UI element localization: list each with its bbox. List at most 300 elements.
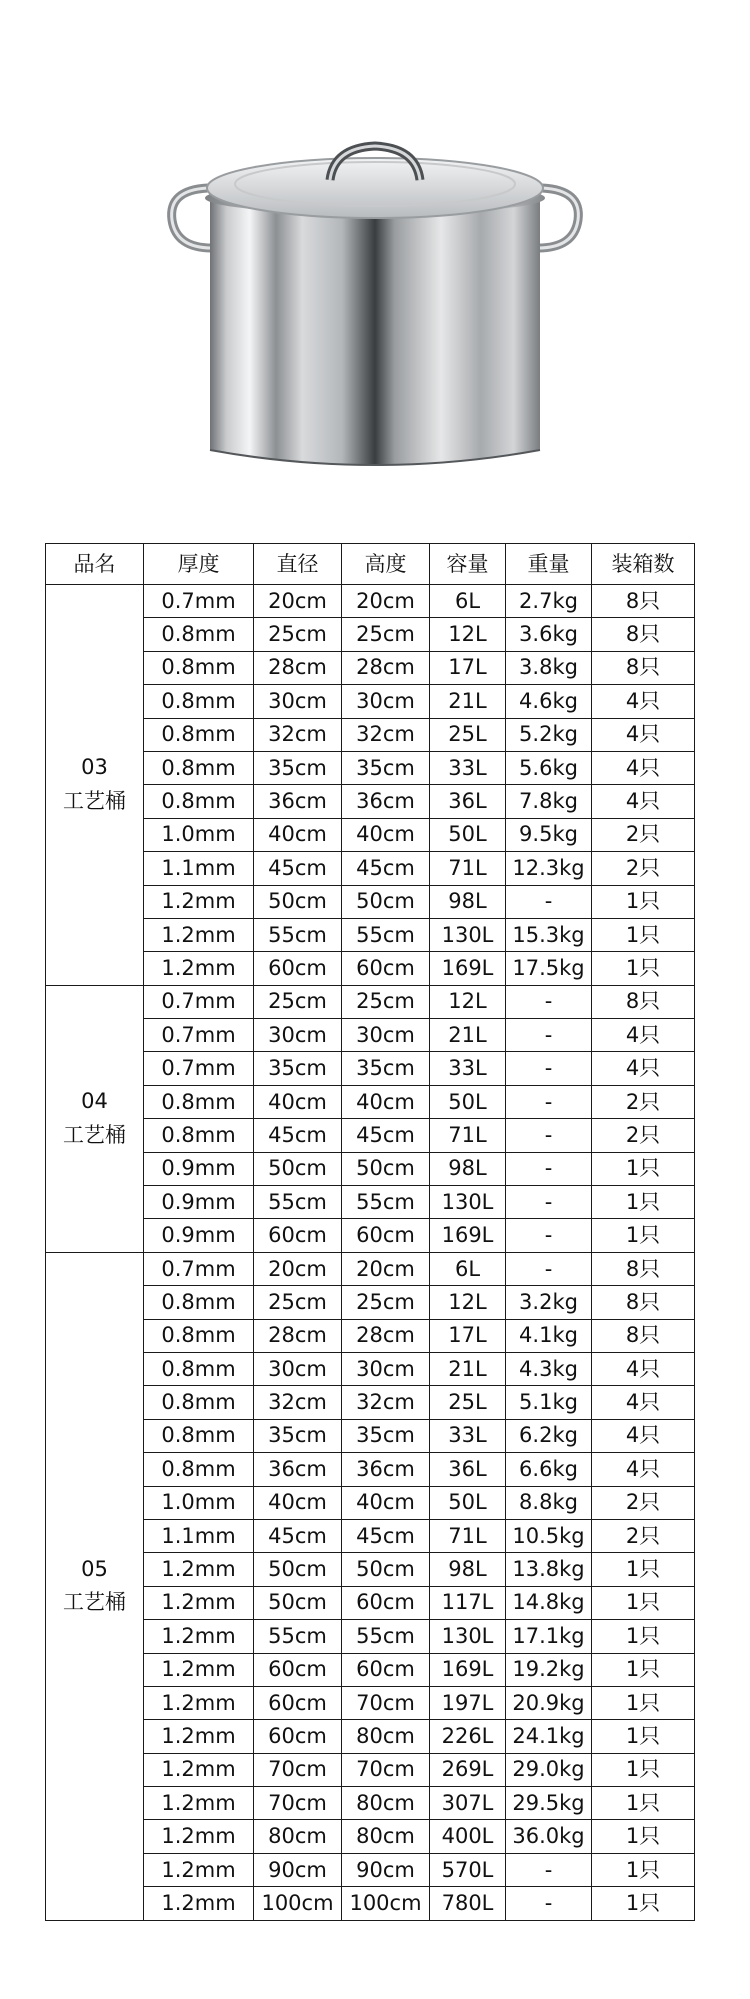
cell-capacity: 169L — [430, 1653, 506, 1686]
cell-capacity: 33L — [430, 1052, 506, 1085]
cell-diameter: 36cm — [254, 785, 342, 818]
cell-thickness: 0.8mm — [144, 1419, 254, 1452]
cell-thickness: 1.2mm — [144, 1653, 254, 1686]
cell-height: 80cm — [342, 1820, 430, 1853]
cell-height: 35cm — [342, 1419, 430, 1452]
cell-diameter: 60cm — [254, 1686, 342, 1719]
cell-diameter: 55cm — [254, 1620, 342, 1653]
cell-carton-qty: 4只 — [592, 785, 695, 818]
cell-diameter: 45cm — [254, 1119, 342, 1152]
cell-carton-qty: 4只 — [592, 1453, 695, 1486]
cell-diameter: 90cm — [254, 1853, 342, 1886]
header-height: 高度 — [342, 544, 430, 585]
cell-weight: 8.8kg — [506, 1486, 592, 1519]
table-row — [46, 1119, 695, 1152]
cell-height: 45cm — [342, 1119, 430, 1152]
cell-capacity: 71L — [430, 852, 506, 885]
table-row — [46, 1186, 695, 1219]
table-row — [46, 1252, 695, 1285]
cell-height: 45cm — [342, 852, 430, 885]
cell-weight: 7.8kg — [506, 785, 592, 818]
cell-thickness: 1.0mm — [144, 818, 254, 851]
table-row — [46, 785, 695, 818]
cell-capacity: 169L — [430, 1219, 506, 1252]
cell-capacity: 17L — [430, 651, 506, 684]
table-row — [46, 1019, 695, 1052]
header-name: 品名 — [46, 544, 144, 585]
cell-carton-qty: 1只 — [592, 1653, 695, 1686]
cell-capacity: 130L — [430, 1186, 506, 1219]
cell-carton-qty: 4只 — [592, 1019, 695, 1052]
cell-thickness: 0.7mm — [144, 585, 254, 618]
cell-height: 25cm — [342, 985, 430, 1018]
table-row — [46, 1352, 695, 1385]
cell-diameter: 20cm — [254, 585, 342, 618]
cell-height: 35cm — [342, 1052, 430, 1085]
cell-carton-qty: 4只 — [592, 1352, 695, 1385]
cell-diameter: 40cm — [254, 1085, 342, 1118]
cell-carton-qty: 8只 — [592, 1286, 695, 1319]
table-row — [46, 1486, 695, 1519]
cell-carton-qty: 1只 — [592, 1219, 695, 1252]
table-row — [46, 585, 695, 618]
cell-capacity: 33L — [430, 1419, 506, 1452]
table-row — [46, 1085, 695, 1118]
cell-capacity: 169L — [430, 952, 506, 985]
cell-thickness: 1.2mm — [144, 1853, 254, 1886]
cell-thickness: 1.2mm — [144, 1787, 254, 1820]
cell-weight: 4.1kg — [506, 1319, 592, 1352]
cell-weight: 9.5kg — [506, 818, 592, 851]
cell-capacity: 21L — [430, 1019, 506, 1052]
cell-thickness: 0.9mm — [144, 1152, 254, 1185]
cell-thickness: 0.8mm — [144, 1286, 254, 1319]
cell-height: 45cm — [342, 1519, 430, 1552]
table-row — [46, 818, 695, 851]
cell-carton-qty: 1只 — [592, 1753, 695, 1786]
cell-thickness: 0.8mm — [144, 618, 254, 651]
product-code: 04 — [81, 1089, 108, 1114]
cell-diameter: 28cm — [254, 1319, 342, 1352]
cell-capacity: 6L — [430, 585, 506, 618]
cell-thickness: 0.8mm — [144, 651, 254, 684]
cell-carton-qty: 1只 — [592, 1720, 695, 1753]
cell-carton-qty: 1只 — [592, 1853, 695, 1886]
cell-thickness: 1.2mm — [144, 1553, 254, 1586]
cell-weight: 10.5kg — [506, 1519, 592, 1552]
table-row — [46, 1586, 695, 1619]
cell-thickness: 1.2mm — [144, 952, 254, 985]
table-row — [46, 1753, 695, 1786]
cell-thickness: 1.2mm — [144, 1887, 254, 1920]
cell-weight: - — [506, 1152, 592, 1185]
cell-carton-qty: 2只 — [592, 1519, 695, 1552]
cell-weight: - — [506, 885, 592, 918]
cell-carton-qty: 1只 — [592, 1152, 695, 1185]
cell-height: 25cm — [342, 1286, 430, 1319]
cell-diameter: 28cm — [254, 651, 342, 684]
cell-thickness: 0.8mm — [144, 1319, 254, 1352]
product-group-cell — [46, 1252, 144, 1920]
table-header-row — [46, 544, 695, 585]
cell-carton-qty: 8只 — [592, 651, 695, 684]
cell-capacity: 50L — [430, 818, 506, 851]
table-row — [46, 1653, 695, 1686]
cell-height: 70cm — [342, 1753, 430, 1786]
table-row — [46, 651, 695, 684]
product-name: 工艺桶 — [63, 1590, 126, 1615]
cell-carton-qty: 8只 — [592, 1319, 695, 1352]
cell-diameter: 35cm — [254, 751, 342, 784]
header-capacity: 容量 — [430, 544, 506, 585]
cell-height: 40cm — [342, 1486, 430, 1519]
cell-thickness: 0.8mm — [144, 718, 254, 751]
table-row — [46, 685, 695, 718]
product-code: 05 — [81, 1556, 108, 1581]
cell-weight: 24.1kg — [506, 1720, 592, 1753]
cell-diameter: 55cm — [254, 1186, 342, 1219]
cell-diameter: 35cm — [254, 1419, 342, 1452]
table-row — [46, 618, 695, 651]
cell-thickness: 1.2mm — [144, 885, 254, 918]
cell-diameter: 45cm — [254, 852, 342, 885]
cell-thickness: 0.8mm — [144, 1453, 254, 1486]
table-row — [46, 1887, 695, 1920]
cell-capacity: 21L — [430, 1352, 506, 1385]
cell-thickness: 0.9mm — [144, 1186, 254, 1219]
cell-carton-qty: 4只 — [592, 685, 695, 718]
cell-capacity: 50L — [430, 1486, 506, 1519]
cell-thickness: 1.2mm — [144, 918, 254, 951]
cell-diameter: 60cm — [254, 1720, 342, 1753]
table-row — [46, 852, 695, 885]
cell-capacity: 33L — [430, 751, 506, 784]
cell-diameter: 36cm — [254, 1453, 342, 1486]
cell-capacity: 130L — [430, 918, 506, 951]
cell-diameter: 30cm — [254, 1352, 342, 1385]
cell-thickness: 0.7mm — [144, 985, 254, 1018]
cell-capacity: 17L — [430, 1319, 506, 1352]
cell-diameter: 55cm — [254, 918, 342, 951]
header-diameter: 直径 — [254, 544, 342, 585]
cell-carton-qty: 1只 — [592, 1820, 695, 1853]
cell-diameter: 30cm — [254, 1019, 342, 1052]
cell-height: 36cm — [342, 1453, 430, 1486]
cell-carton-qty: 8只 — [592, 618, 695, 651]
cell-capacity: 226L — [430, 1720, 506, 1753]
cell-height: 32cm — [342, 718, 430, 751]
cell-weight: 15.3kg — [506, 918, 592, 951]
table-row — [46, 1820, 695, 1853]
cell-height: 50cm — [342, 1152, 430, 1185]
cell-height: 40cm — [342, 818, 430, 851]
cell-carton-qty: 8只 — [592, 1252, 695, 1285]
cell-capacity: 98L — [430, 1553, 506, 1586]
cell-diameter: 50cm — [254, 1152, 342, 1185]
cell-thickness: 0.8mm — [144, 1386, 254, 1419]
cell-capacity: 400L — [430, 1820, 506, 1853]
cell-weight: 3.2kg — [506, 1286, 592, 1319]
cell-height: 50cm — [342, 1553, 430, 1586]
cell-diameter: 40cm — [254, 818, 342, 851]
table-row — [46, 1052, 695, 1085]
table-row — [46, 1787, 695, 1820]
cell-carton-qty: 2只 — [592, 1119, 695, 1152]
cell-weight: 4.3kg — [506, 1352, 592, 1385]
cell-capacity: 25L — [430, 718, 506, 751]
cell-capacity: 36L — [430, 785, 506, 818]
cell-diameter: 25cm — [254, 985, 342, 1018]
table-row — [46, 1519, 695, 1552]
cell-diameter: 32cm — [254, 1386, 342, 1419]
cell-diameter: 35cm — [254, 1052, 342, 1085]
table-row — [46, 1553, 695, 1586]
cell-carton-qty: 1只 — [592, 1186, 695, 1219]
cell-carton-qty: 8只 — [592, 585, 695, 618]
cell-weight: - — [506, 985, 592, 1018]
cell-carton-qty: 1只 — [592, 885, 695, 918]
header-weight: 重量 — [506, 544, 592, 585]
cell-carton-qty: 1只 — [592, 1620, 695, 1653]
table-row — [46, 1286, 695, 1319]
cell-carton-qty: 2只 — [592, 818, 695, 851]
cell-capacity: 21L — [430, 685, 506, 718]
cell-thickness: 1.2mm — [144, 1620, 254, 1653]
cell-weight: 36.0kg — [506, 1820, 592, 1853]
cell-capacity: 12L — [430, 1286, 506, 1319]
cell-height: 25cm — [342, 618, 430, 651]
cell-diameter: 30cm — [254, 685, 342, 718]
table-row — [46, 1620, 695, 1653]
cell-carton-qty: 1只 — [592, 918, 695, 951]
cell-weight: 5.2kg — [506, 718, 592, 751]
table-row — [46, 885, 695, 918]
cell-diameter: 60cm — [254, 952, 342, 985]
cell-capacity: 71L — [430, 1519, 506, 1552]
cell-thickness: 1.1mm — [144, 1519, 254, 1552]
table-row — [46, 952, 695, 985]
cell-height: 60cm — [342, 1586, 430, 1619]
cell-weight: 5.6kg — [506, 751, 592, 784]
cell-capacity: 307L — [430, 1787, 506, 1820]
cell-capacity: 50L — [430, 1085, 506, 1118]
cell-thickness: 1.2mm — [144, 1586, 254, 1619]
cell-capacity: 780L — [430, 1887, 506, 1920]
cell-diameter: 70cm — [254, 1753, 342, 1786]
product-group-cell — [46, 985, 144, 1252]
cell-weight: - — [506, 1186, 592, 1219]
cell-height: 80cm — [342, 1787, 430, 1820]
cell-capacity: 12L — [430, 618, 506, 651]
cell-carton-qty: 4只 — [592, 1419, 695, 1452]
cell-diameter: 70cm — [254, 1787, 342, 1820]
product-name: 工艺桶 — [63, 788, 126, 813]
cell-capacity: 36L — [430, 1453, 506, 1486]
cell-diameter: 25cm — [254, 1286, 342, 1319]
cell-capacity: 6L — [430, 1252, 506, 1285]
cell-height: 70cm — [342, 1686, 430, 1719]
cell-carton-qty: 2只 — [592, 1486, 695, 1519]
cell-height: 20cm — [342, 585, 430, 618]
table-row — [46, 1686, 695, 1719]
table-row — [46, 918, 695, 951]
header-carton-qty: 装箱数 — [592, 544, 695, 585]
cell-weight: - — [506, 1052, 592, 1085]
cell-weight: 6.2kg — [506, 1419, 592, 1452]
cell-weight: - — [506, 1085, 592, 1118]
spec-table — [45, 543, 695, 1921]
cell-weight: 4.6kg — [506, 685, 592, 718]
cell-height: 30cm — [342, 1019, 430, 1052]
cell-capacity: 98L — [430, 885, 506, 918]
product-group-cell — [46, 585, 144, 986]
cell-carton-qty: 1只 — [592, 1887, 695, 1920]
cell-height: 55cm — [342, 918, 430, 951]
table-row — [46, 751, 695, 784]
cell-diameter: 60cm — [254, 1653, 342, 1686]
cell-thickness: 1.2mm — [144, 1720, 254, 1753]
cell-carton-qty: 4只 — [592, 1052, 695, 1085]
cell-thickness: 1.2mm — [144, 1820, 254, 1853]
table-row — [46, 1720, 695, 1753]
cell-weight: - — [506, 1019, 592, 1052]
cell-thickness: 0.8mm — [144, 785, 254, 818]
cell-weight: - — [506, 1887, 592, 1920]
cell-thickness: 1.0mm — [144, 1486, 254, 1519]
cell-weight: - — [506, 1853, 592, 1886]
cell-height: 100cm — [342, 1887, 430, 1920]
cell-thickness: 1.2mm — [144, 1753, 254, 1786]
cell-capacity: 570L — [430, 1853, 506, 1886]
cell-weight: 5.1kg — [506, 1386, 592, 1419]
cell-weight: 3.8kg — [506, 651, 592, 684]
cell-capacity: 269L — [430, 1753, 506, 1786]
header-thickness: 厚度 — [144, 544, 254, 585]
cell-carton-qty: 4只 — [592, 1386, 695, 1419]
table-row — [46, 1853, 695, 1886]
cell-diameter: 45cm — [254, 1519, 342, 1552]
cell-height: 55cm — [342, 1186, 430, 1219]
cell-thickness: 0.7mm — [144, 1052, 254, 1085]
table-row — [46, 1152, 695, 1185]
table-row — [46, 1219, 695, 1252]
cell-thickness: 0.7mm — [144, 1252, 254, 1285]
cell-height: 60cm — [342, 1219, 430, 1252]
cell-capacity: 197L — [430, 1686, 506, 1719]
cell-height: 20cm — [342, 1252, 430, 1285]
cell-diameter: 60cm — [254, 1219, 342, 1252]
cell-diameter: 50cm — [254, 885, 342, 918]
cell-diameter: 20cm — [254, 1252, 342, 1285]
cell-capacity: 130L — [430, 1620, 506, 1653]
cell-height: 60cm — [342, 1653, 430, 1686]
cell-height: 28cm — [342, 651, 430, 684]
cell-thickness: 0.9mm — [144, 1219, 254, 1252]
cell-capacity: 117L — [430, 1586, 506, 1619]
cell-weight: 14.8kg — [506, 1586, 592, 1619]
cell-weight: 29.0kg — [506, 1753, 592, 1786]
cell-weight: 12.3kg — [506, 852, 592, 885]
cell-height: 60cm — [342, 952, 430, 985]
cell-height: 30cm — [342, 685, 430, 718]
product-code: 03 — [81, 755, 108, 780]
cell-diameter: 25cm — [254, 618, 342, 651]
cell-weight: 20.9kg — [506, 1686, 592, 1719]
cell-diameter: 50cm — [254, 1553, 342, 1586]
cell-diameter: 40cm — [254, 1486, 342, 1519]
cell-capacity: 12L — [430, 985, 506, 1018]
cell-weight: 17.5kg — [506, 952, 592, 985]
cell-carton-qty: 1只 — [592, 1787, 695, 1820]
cell-height: 32cm — [342, 1386, 430, 1419]
cell-carton-qty: 2只 — [592, 852, 695, 885]
cell-weight: 13.8kg — [506, 1553, 592, 1586]
cell-weight: 29.5kg — [506, 1787, 592, 1820]
cell-height: 50cm — [342, 885, 430, 918]
cell-weight: 17.1kg — [506, 1620, 592, 1653]
cell-height: 35cm — [342, 751, 430, 784]
cell-weight: - — [506, 1252, 592, 1285]
cell-height: 55cm — [342, 1620, 430, 1653]
cell-carton-qty: 1只 — [592, 1686, 695, 1719]
cell-carton-qty: 1只 — [592, 1553, 695, 1586]
cell-weight: 6.6kg — [506, 1453, 592, 1486]
table-row — [46, 718, 695, 751]
cell-thickness: 0.8mm — [144, 1119, 254, 1152]
table-row — [46, 1453, 695, 1486]
cell-capacity: 98L — [430, 1152, 506, 1185]
stockpot-icon — [150, 80, 600, 500]
cell-weight: 2.7kg — [506, 585, 592, 618]
product-name: 工艺桶 — [63, 1122, 126, 1147]
cell-weight: - — [506, 1219, 592, 1252]
cell-carton-qty: 1只 — [592, 952, 695, 985]
cell-weight: 3.6kg — [506, 618, 592, 651]
cell-capacity: 25L — [430, 1386, 506, 1419]
cell-height: 30cm — [342, 1352, 430, 1385]
cell-capacity: 71L — [430, 1119, 506, 1152]
cell-thickness: 1.2mm — [144, 1686, 254, 1719]
cell-thickness: 0.8mm — [144, 751, 254, 784]
stockpot-photo — [150, 80, 600, 500]
cell-thickness: 1.1mm — [144, 852, 254, 885]
cell-height: 80cm — [342, 1720, 430, 1753]
cell-height: 40cm — [342, 1085, 430, 1118]
cell-carton-qty: 1只 — [592, 1586, 695, 1619]
cell-thickness: 0.8mm — [144, 685, 254, 718]
cell-carton-qty: 2只 — [592, 1085, 695, 1118]
table-row — [46, 1386, 695, 1419]
cell-thickness: 0.8mm — [144, 1352, 254, 1385]
cell-height: 28cm — [342, 1319, 430, 1352]
cell-thickness: 0.7mm — [144, 1019, 254, 1052]
cell-diameter: 100cm — [254, 1887, 342, 1920]
cell-diameter: 32cm — [254, 718, 342, 751]
cell-diameter: 50cm — [254, 1586, 342, 1619]
cell-weight: - — [506, 1119, 592, 1152]
cell-height: 90cm — [342, 1853, 430, 1886]
cell-weight: 19.2kg — [506, 1653, 592, 1686]
cell-diameter: 80cm — [254, 1820, 342, 1853]
cell-height: 36cm — [342, 785, 430, 818]
cell-carton-qty: 4只 — [592, 751, 695, 784]
cell-carton-qty: 8只 — [592, 985, 695, 1018]
table-row — [46, 985, 695, 1018]
cell-carton-qty: 4只 — [592, 718, 695, 751]
table-row — [46, 1419, 695, 1452]
cell-thickness: 0.8mm — [144, 1085, 254, 1118]
spec-table-body — [46, 585, 695, 1921]
